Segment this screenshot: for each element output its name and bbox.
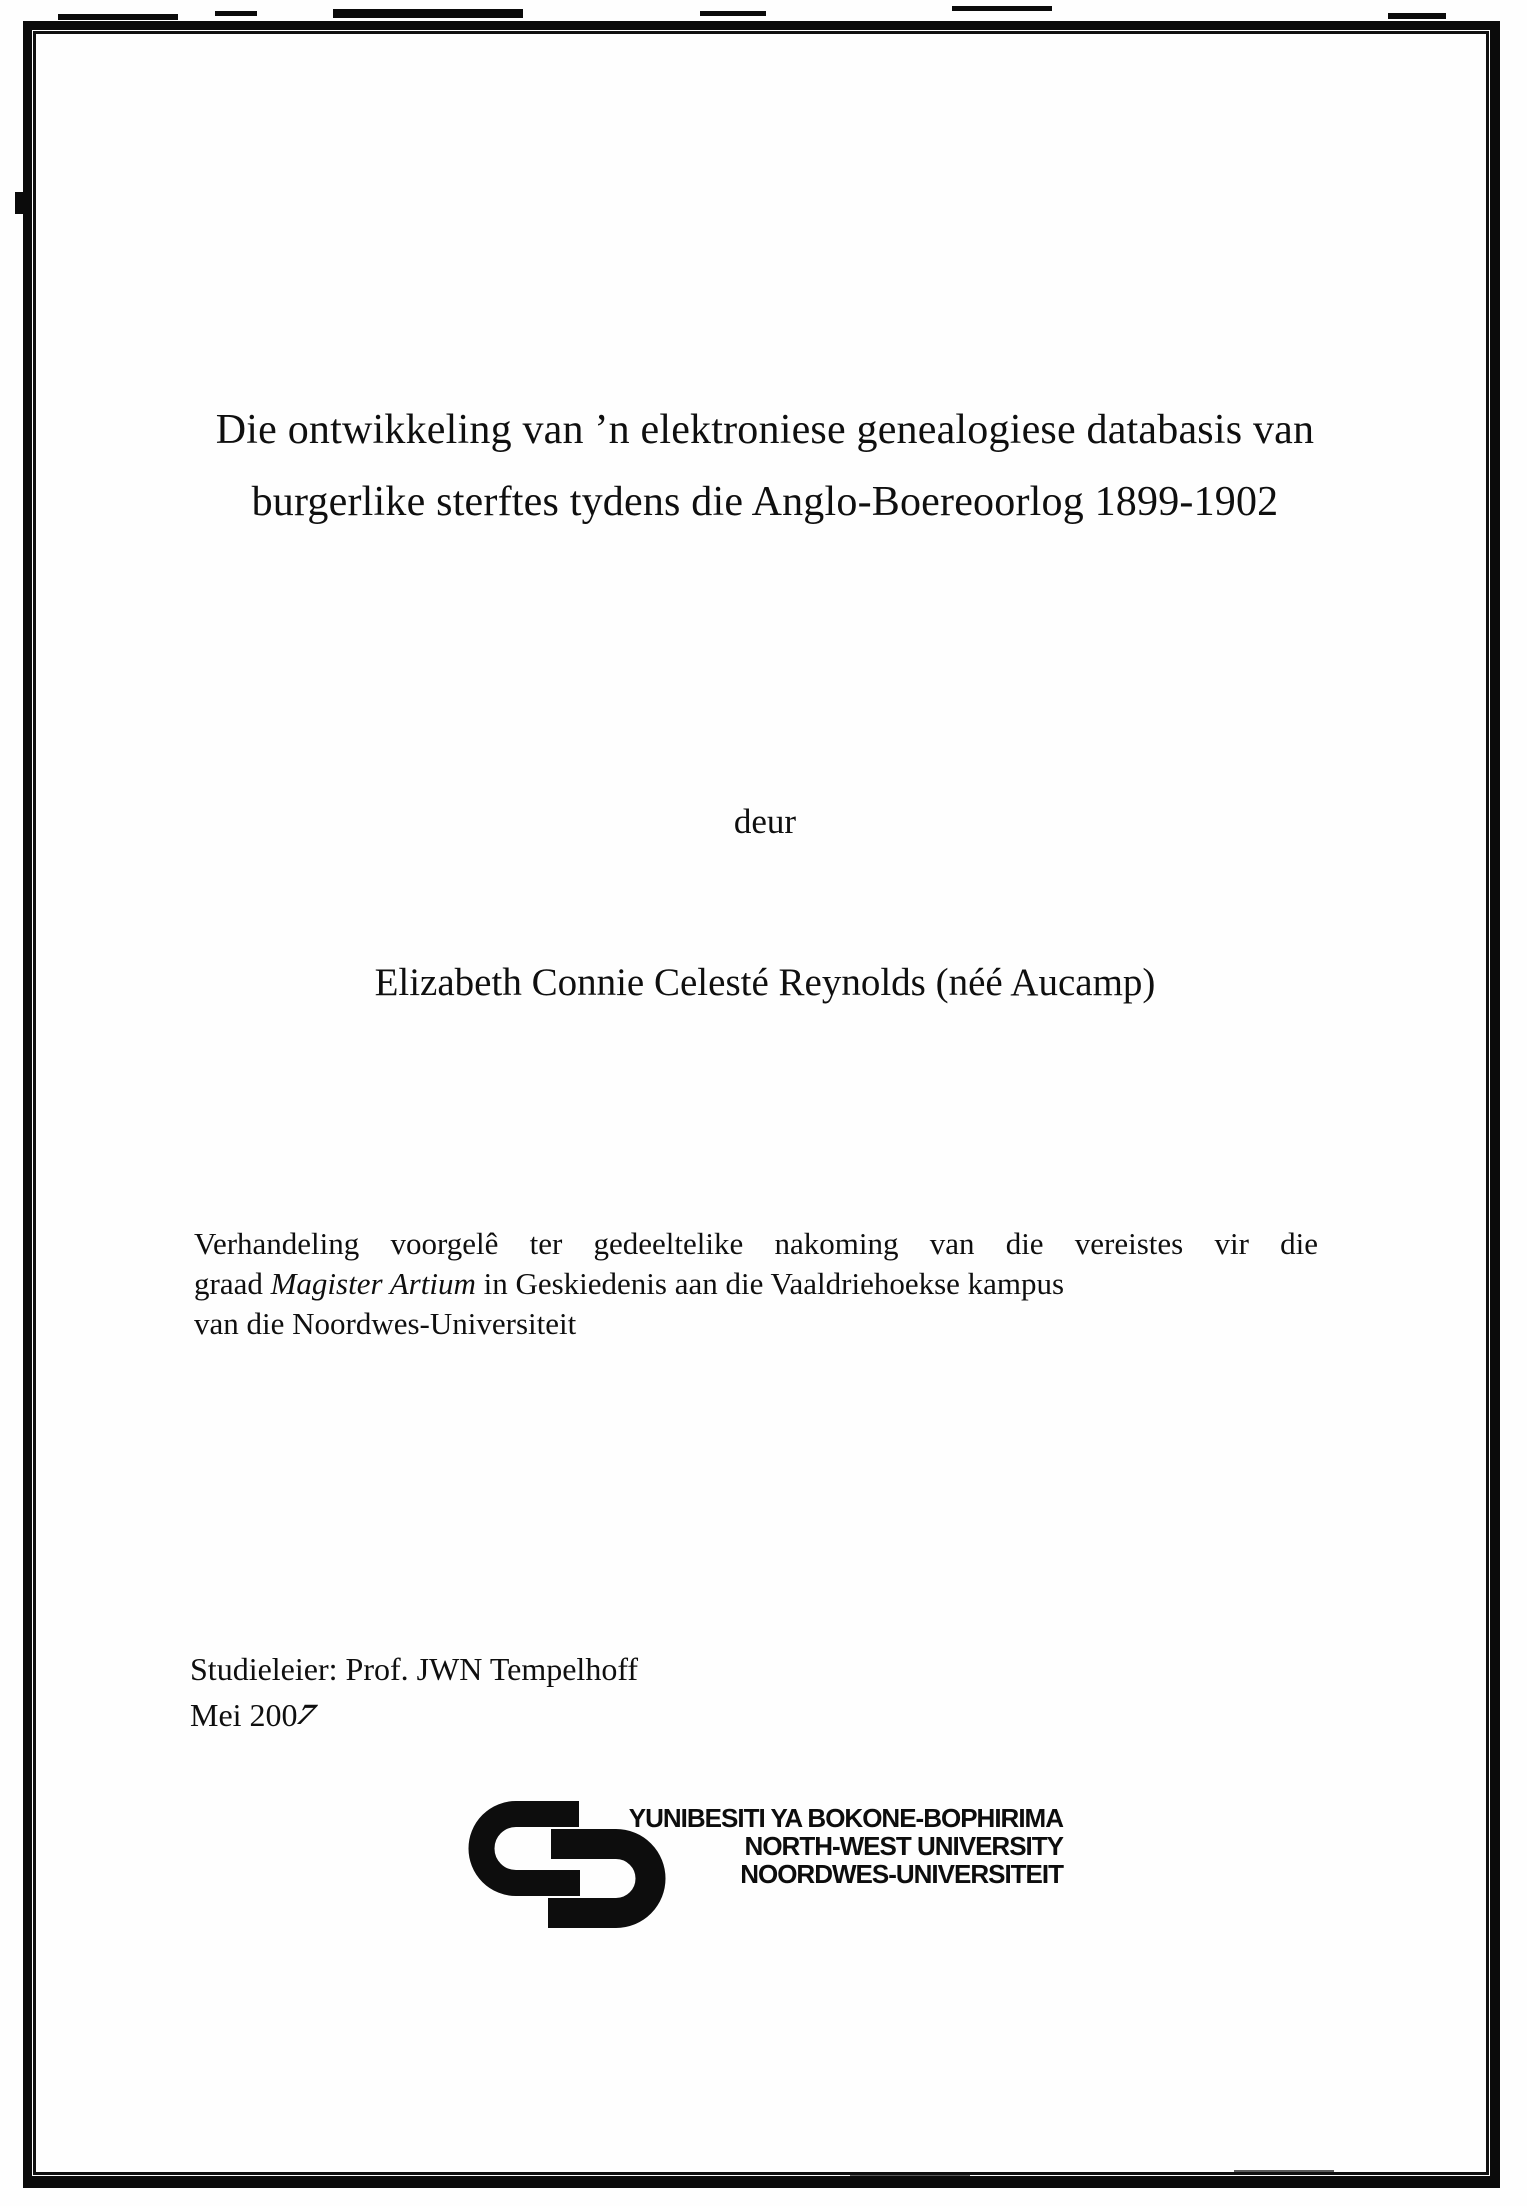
logo-text-setswana: YUNIBESITI YA BOKONE-BOPHIRIMA (628, 1803, 1063, 1833)
scan-artifact (1388, 13, 1446, 19)
scan-artifact (952, 6, 1052, 11)
supervisor-block (190, 1646, 638, 1738)
title-line-2: burgerlike sterftes tydens die Anglo-Boereoorlog 1899-1902 (251, 479, 1279, 525)
statement-line-2 (194, 1264, 1318, 1304)
author-name: Elizabeth Connie Celesté Reynolds (néé Aucamp) (374, 961, 1156, 1004)
thesis-title (185, 394, 1345, 538)
statement-line-2-post: in Geskiedenis aan die Vaaldriehoekse kampus (475, 1266, 1065, 1301)
degree-statement (194, 1224, 1318, 1344)
logo-text-afrikaans: NOORDWES-UNIVERSITEIT (740, 1859, 1063, 1889)
university-logo-text (555, 1804, 1063, 1888)
date-line (190, 1692, 638, 1738)
statement-line-1: Verhandeling voorgelê ter gedeeltelike nakoming van die vereistes vir die (194, 1226, 1318, 1261)
statement-line-2-pre: graad (194, 1266, 271, 1301)
date-prefix: Mei 200 (190, 1697, 298, 1733)
date-last-digit: 7 (289, 1697, 323, 1731)
degree-name: Magister Artium (270, 1266, 476, 1301)
title-line-1: Die ontwikkeling van ’n elektroniese genealogiese databasis van (215, 407, 1315, 453)
scan-artifact (333, 9, 523, 18)
scan-artifact (700, 11, 766, 16)
byline-deur: deur (733, 802, 797, 841)
statement-line-3: van die Noordwes-Universiteit (194, 1306, 577, 1341)
logo-text-english: NORTH-WEST UNIVERSITY (744, 1831, 1063, 1861)
supervisor-line: Studieleier: Prof. JWN Tempelhoff (190, 1651, 639, 1687)
scan-artifact (215, 11, 257, 16)
scan-artifact (58, 14, 178, 20)
